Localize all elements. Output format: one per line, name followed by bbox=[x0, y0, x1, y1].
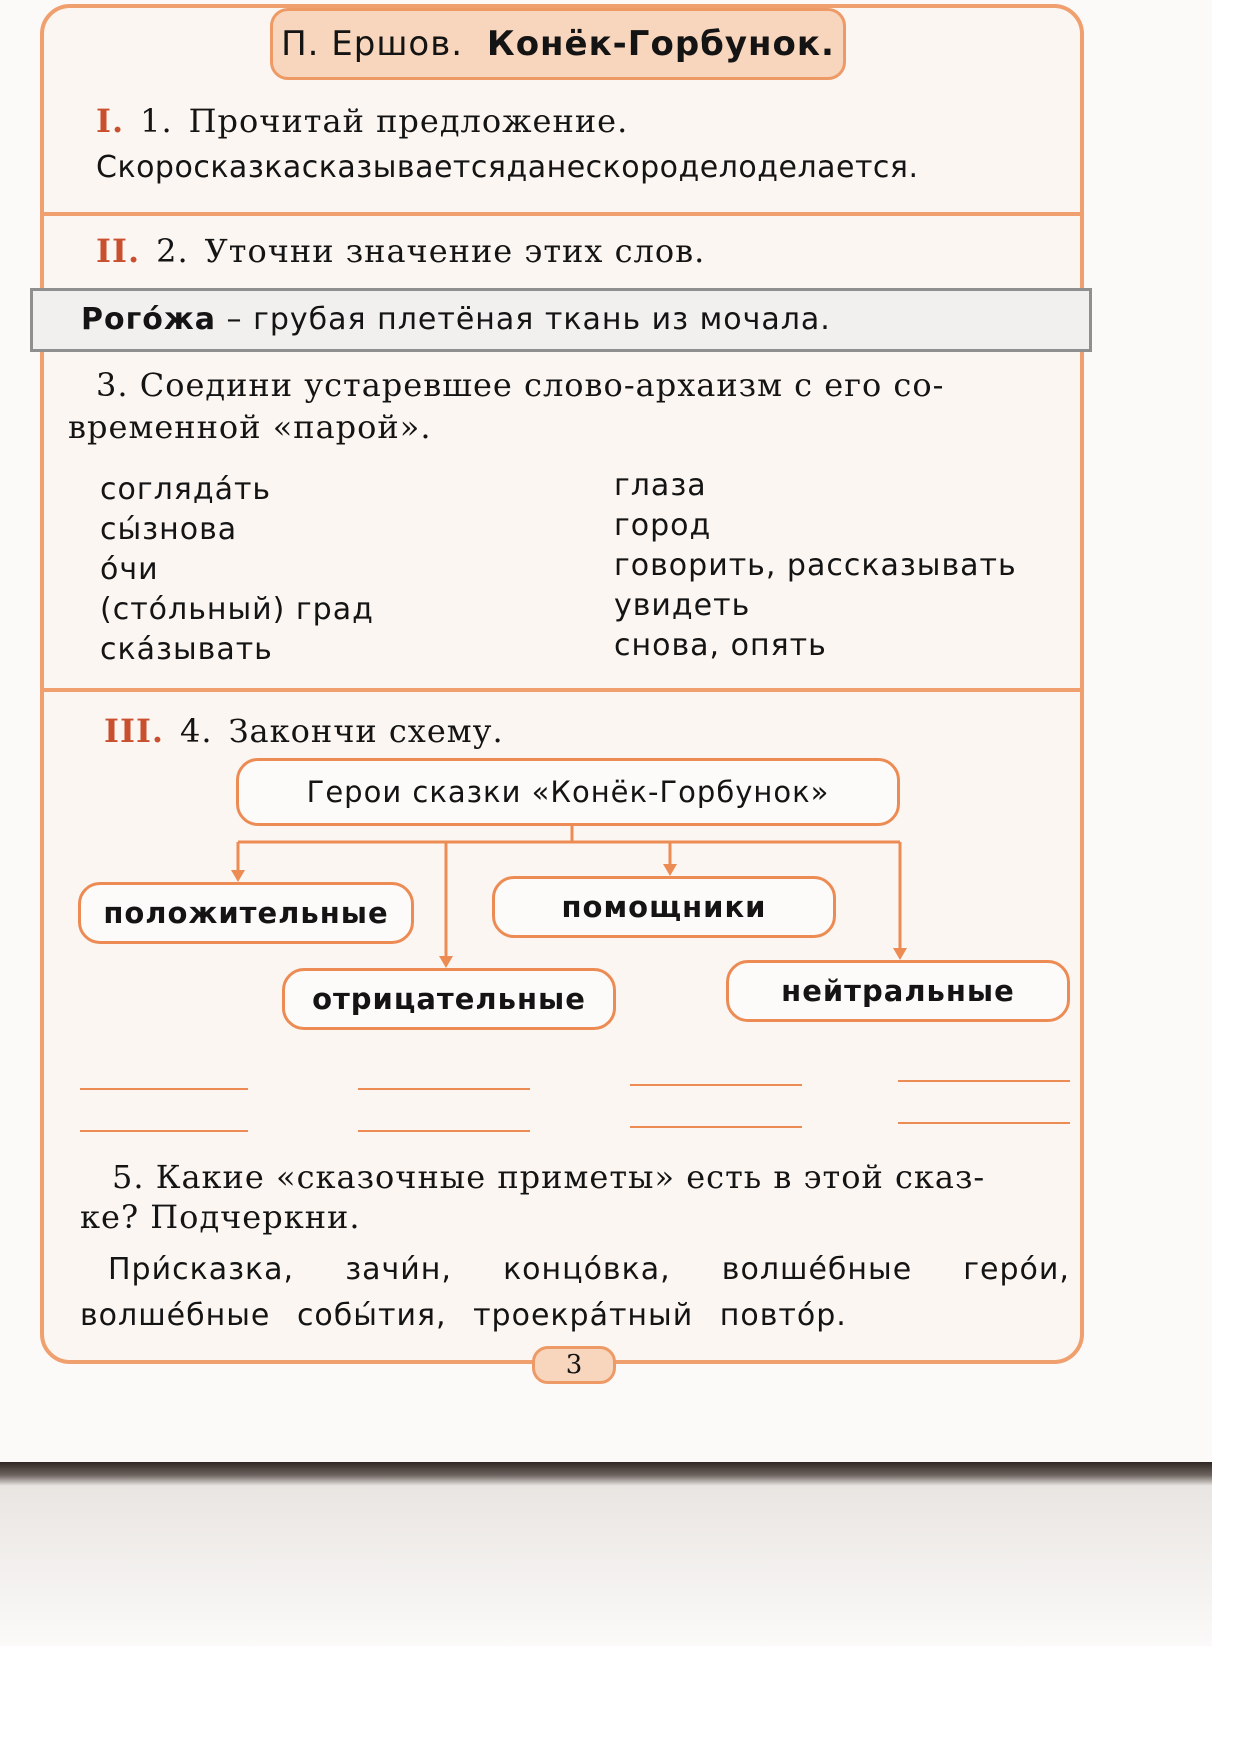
task-4-text: Закончи схему. bbox=[228, 712, 504, 750]
archaism-item[interactable]: (сто́льный) град bbox=[100, 592, 374, 627]
modern-word-item[interactable]: снова, опять bbox=[614, 628, 827, 663]
fairy-sign-word[interactable]: волше́бные bbox=[721, 1252, 913, 1287]
answer-line[interactable] bbox=[630, 1084, 802, 1086]
scheme-neutral-box: нейтральные bbox=[726, 960, 1070, 1022]
fairy-sign-word[interactable]: повто́р. bbox=[719, 1298, 847, 1333]
arrow-helpers bbox=[663, 864, 677, 876]
answer-line[interactable] bbox=[630, 1126, 802, 1128]
scheme-root-box: Герои сказки «Конёк-Горбунок» bbox=[236, 758, 900, 826]
archaism-item[interactable]: согляда́ть bbox=[100, 472, 272, 507]
task-5-line-1: 5. Какие «сказочные приметы» есть в этой сказ- bbox=[112, 1158, 986, 1196]
task-4-number: 4. bbox=[180, 712, 213, 750]
modern-word-item[interactable]: глаза bbox=[614, 468, 707, 503]
answer-line[interactable] bbox=[358, 1130, 530, 1132]
roman-numeral-2: II. bbox=[96, 232, 141, 270]
answer-line[interactable] bbox=[898, 1122, 1070, 1124]
answer-line[interactable] bbox=[358, 1088, 530, 1090]
answer-line[interactable] bbox=[80, 1130, 248, 1132]
definition-meaning: – грубая плетёная ткань из мочала. bbox=[226, 302, 831, 337]
archaism-item[interactable]: о́чи bbox=[100, 552, 159, 587]
modern-word-item[interactable]: город bbox=[614, 508, 712, 543]
page-number: 3 bbox=[532, 1346, 616, 1384]
task-3-line-2: временной «парой». bbox=[68, 408, 432, 446]
fairy-sign-word[interactable]: геро́и, bbox=[963, 1252, 1070, 1287]
task-1-text: Прочитай предложение. bbox=[188, 102, 629, 140]
archaism-item[interactable]: ска́зывать bbox=[100, 632, 273, 667]
answer-line[interactable] bbox=[80, 1088, 248, 1090]
fairy-signs-line-2 bbox=[80, 1298, 847, 1333]
fairy-sign-word[interactable]: волше́бные bbox=[80, 1298, 271, 1333]
story-title: Конёк-Горбунок. bbox=[486, 24, 835, 64]
task-3-line-1: 3. Соедини устаревшее слово-архаизм с его со- bbox=[96, 366, 945, 404]
definition-term: Рого́жа bbox=[81, 302, 216, 337]
task-2-text: Уточни значение этих слов. bbox=[204, 232, 706, 270]
task-1-number: 1. bbox=[140, 102, 173, 140]
modern-word-item[interactable]: говорить, рассказывать bbox=[614, 548, 1017, 583]
fairy-sign-word[interactable]: собы́тия, bbox=[296, 1298, 447, 1333]
task-2-number: 2. bbox=[156, 232, 189, 270]
fairy-sign-word[interactable]: При́сказка, bbox=[108, 1252, 295, 1287]
scheme-helpers-box: помощники bbox=[492, 876, 836, 938]
arrow-neutral bbox=[893, 948, 907, 960]
arrow-negative bbox=[439, 956, 453, 968]
fairy-sign-word[interactable]: троекра́тный bbox=[473, 1298, 694, 1333]
scheme-positive-box: положительные bbox=[78, 882, 414, 944]
modern-word-item[interactable]: увидеть bbox=[614, 588, 751, 623]
author-name: П. Ершов. bbox=[281, 24, 464, 64]
roman-numeral-1: I. bbox=[96, 102, 125, 140]
fairy-sign-word[interactable]: зачи́н, bbox=[345, 1252, 452, 1287]
scheme-negative-box: отрицательные bbox=[282, 968, 616, 1030]
archaism-item[interactable]: сы́знова bbox=[100, 512, 238, 547]
answer-line[interactable] bbox=[898, 1080, 1070, 1082]
fairy-sign-word[interactable]: концо́вка, bbox=[503, 1252, 671, 1287]
task-5-line-2: ке? Подчеркни. bbox=[80, 1198, 361, 1236]
arrow-positive bbox=[231, 870, 245, 882]
fairy-signs-line-1 bbox=[108, 1252, 1070, 1287]
roman-numeral-3: III. bbox=[104, 712, 165, 750]
sentence-no-spaces: Скоросказкасказываетсяданескороделоделается. bbox=[96, 150, 919, 185]
